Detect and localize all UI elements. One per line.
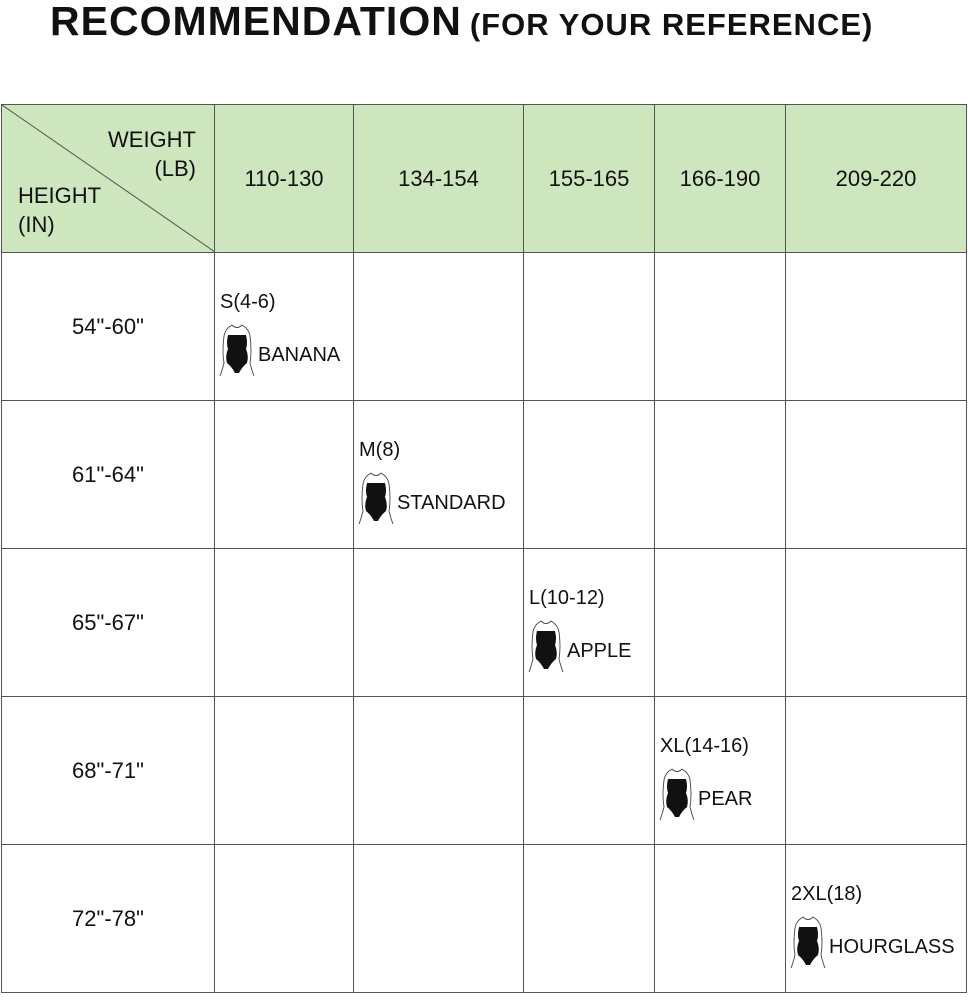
- height-header: 54"-60": [2, 253, 215, 401]
- height-label: [18, 181, 101, 239]
- weight-header: 209-220: [786, 105, 967, 253]
- empty-cell: [354, 697, 524, 845]
- height-header: 68"-71": [2, 697, 215, 845]
- empty-cell: [215, 549, 354, 697]
- empty-cell: [215, 845, 354, 993]
- page-title: [50, 0, 873, 45]
- body-shape-label: HOURGLASS: [829, 936, 955, 958]
- recommendation-cell: [215, 253, 354, 401]
- empty-cell: [655, 401, 786, 549]
- empty-cell: [354, 549, 524, 697]
- empty-cell: [655, 253, 786, 401]
- recommendation-cell: [655, 697, 786, 845]
- table-row: [2, 401, 967, 549]
- table-row: [2, 845, 967, 993]
- height-header: 72"-78": [2, 845, 215, 993]
- size-label: S(4-6): [220, 291, 276, 313]
- weight-header: 155-165: [524, 105, 655, 253]
- table-row: [2, 697, 967, 845]
- weight-header: 110-130: [215, 105, 354, 253]
- empty-cell: [786, 253, 967, 401]
- size-label: L(10-12): [529, 587, 605, 609]
- height-header: 65"-67": [2, 549, 215, 697]
- title-main: RECOMMENDATION: [50, 0, 462, 44]
- weight-label-line2: (LB): [154, 156, 196, 181]
- body-shape-label: STANDARD: [397, 492, 506, 514]
- body-shape-label: BANANA: [258, 344, 341, 366]
- height-label-line2: (IN): [18, 212, 55, 237]
- swimsuit-body-icon: [658, 767, 696, 821]
- header-row: [2, 105, 967, 253]
- empty-cell: [786, 549, 967, 697]
- table-row: [2, 549, 967, 697]
- empty-cell: [655, 549, 786, 697]
- height-header: 61"-64": [2, 401, 215, 549]
- height-label-line1: HEIGHT: [18, 183, 102, 208]
- weight-header: 166-190: [655, 105, 786, 253]
- swimsuit-body-icon: [357, 471, 395, 525]
- corner-cell: [2, 105, 215, 253]
- title-sub: (FOR YOUR REFERENCE): [469, 7, 874, 42]
- empty-cell: [354, 845, 524, 993]
- swimsuit-body-icon: [527, 619, 565, 673]
- empty-cell: [524, 845, 655, 993]
- empty-cell: [354, 253, 524, 401]
- swimsuit-body-icon: [218, 323, 256, 377]
- size-label: M(8): [359, 439, 401, 461]
- size-chart-table: [1, 104, 967, 993]
- size-label: XL(14-16): [660, 735, 749, 757]
- swimsuit-body-icon: [789, 915, 827, 969]
- recommendation-cell: [524, 549, 655, 697]
- weight-header: 134-154: [354, 105, 524, 253]
- weight-label-line1: WEIGHT: [108, 127, 196, 152]
- empty-cell: [524, 401, 655, 549]
- empty-cell: [786, 697, 967, 845]
- empty-cell: [524, 253, 655, 401]
- recommendation-cell: [354, 401, 524, 549]
- empty-cell: [655, 845, 786, 993]
- table-row: [2, 253, 967, 401]
- empty-cell: [215, 401, 354, 549]
- body-shape-label: APPLE: [567, 640, 632, 662]
- recommendation-cell: [786, 845, 967, 993]
- body-shape-label: PEAR: [698, 788, 753, 810]
- empty-cell: [215, 697, 354, 845]
- size-label: 2XL(18): [791, 883, 863, 905]
- weight-label: [108, 125, 196, 183]
- empty-cell: [524, 697, 655, 845]
- empty-cell: [786, 401, 967, 549]
